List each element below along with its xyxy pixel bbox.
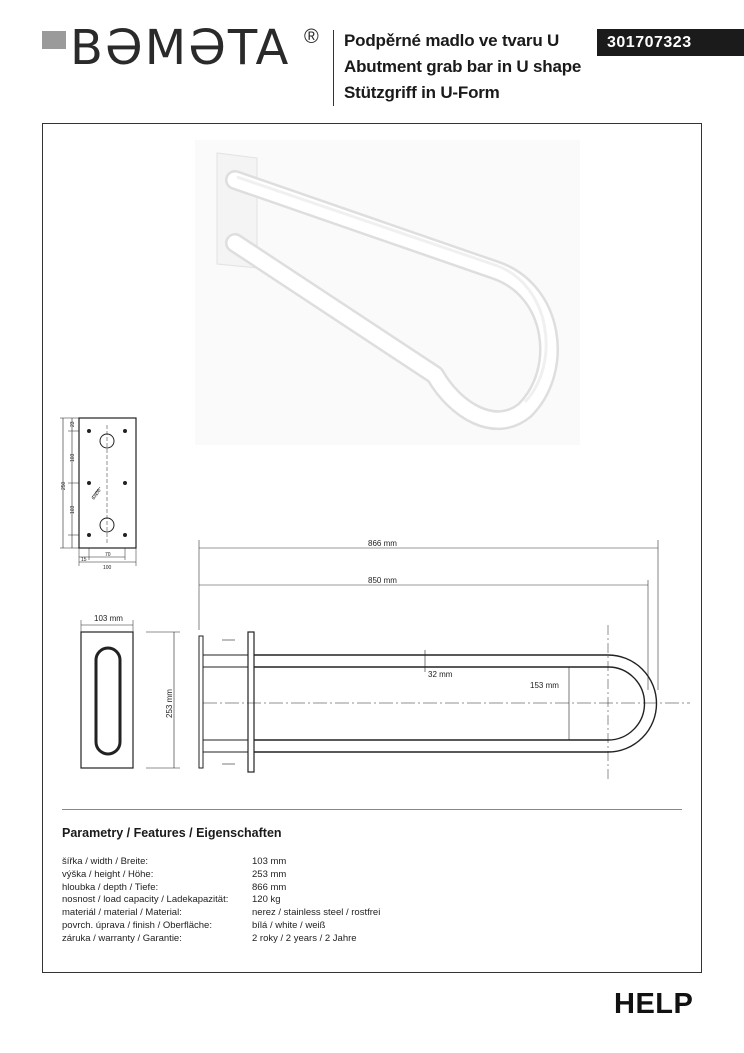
plate-dim-bottom-total: 100 xyxy=(103,565,112,571)
param-value: 866 mm xyxy=(252,881,287,893)
dim-153-label: 153 mm xyxy=(530,681,559,690)
param-value: 103 mm xyxy=(252,856,287,867)
params-heading: Parametry / Features / Eigenschaften xyxy=(62,826,282,840)
plate-dim-lower: 103 xyxy=(70,505,76,514)
param-value: 2 roky / 2 years / 2 Jahre xyxy=(252,932,357,944)
series-name: HELP xyxy=(614,988,694,1020)
dim-253-label: 253 mm xyxy=(165,689,174,718)
param-label: záruka / warranty / Garantie: xyxy=(62,932,182,944)
registered-mark: ® xyxy=(304,26,319,48)
dim-32-label: 32 mm xyxy=(428,670,453,679)
param-row xyxy=(62,920,380,933)
param-value: 120 kg xyxy=(252,894,281,906)
product-title-de: Stützgriff in U-Form xyxy=(344,83,500,102)
param-value: nerez / stainless steel / rostfrei xyxy=(252,907,381,919)
param-row xyxy=(62,869,380,882)
param-value: bílá / white / weiß xyxy=(252,919,326,931)
side-view-drawing xyxy=(199,625,690,780)
plate-dim-total-height: 250 xyxy=(61,481,67,490)
product-title-cz: Podpěrné madlo ve tvaru U xyxy=(344,31,560,50)
dim-850-label: 850 mm xyxy=(368,576,397,585)
plate-dim-bottom-left: 15 xyxy=(81,557,87,563)
logo-text: BƏMƏTA xyxy=(70,20,291,76)
dim-866-label: 866 mm xyxy=(368,539,397,548)
param-label: povrch. úprava / finish / Oberfläche: xyxy=(62,919,212,931)
product-code-badge: 301707323 xyxy=(597,29,744,56)
param-label: materiál / material / Material: xyxy=(62,907,182,919)
params-divider xyxy=(62,809,682,810)
param-label: hloubka / depth / Tiefe: xyxy=(62,881,159,893)
param-label: šířka / width / Breite: xyxy=(62,856,149,867)
param-row xyxy=(62,907,380,920)
param-label: výška / height / Höhe: xyxy=(62,868,154,880)
plate-dim-upper: 103 xyxy=(70,453,76,462)
plate-hole-label: 6xØ6 xyxy=(90,487,103,502)
param-row xyxy=(62,882,380,895)
plate-dim-top: 23 xyxy=(70,421,76,427)
param-row xyxy=(62,894,380,907)
param-label: nosnost / load capacity / Ladekapazität: xyxy=(62,894,229,906)
param-value: 253 mm xyxy=(252,868,287,880)
dim-103-label: 103 mm xyxy=(94,614,123,623)
param-row xyxy=(62,933,380,946)
product-title-en: Abutment grab bar in U shape xyxy=(344,57,582,76)
params-table xyxy=(62,856,380,946)
param-row xyxy=(62,856,380,869)
plate-dim-bottom-mid: 70 xyxy=(105,552,111,558)
